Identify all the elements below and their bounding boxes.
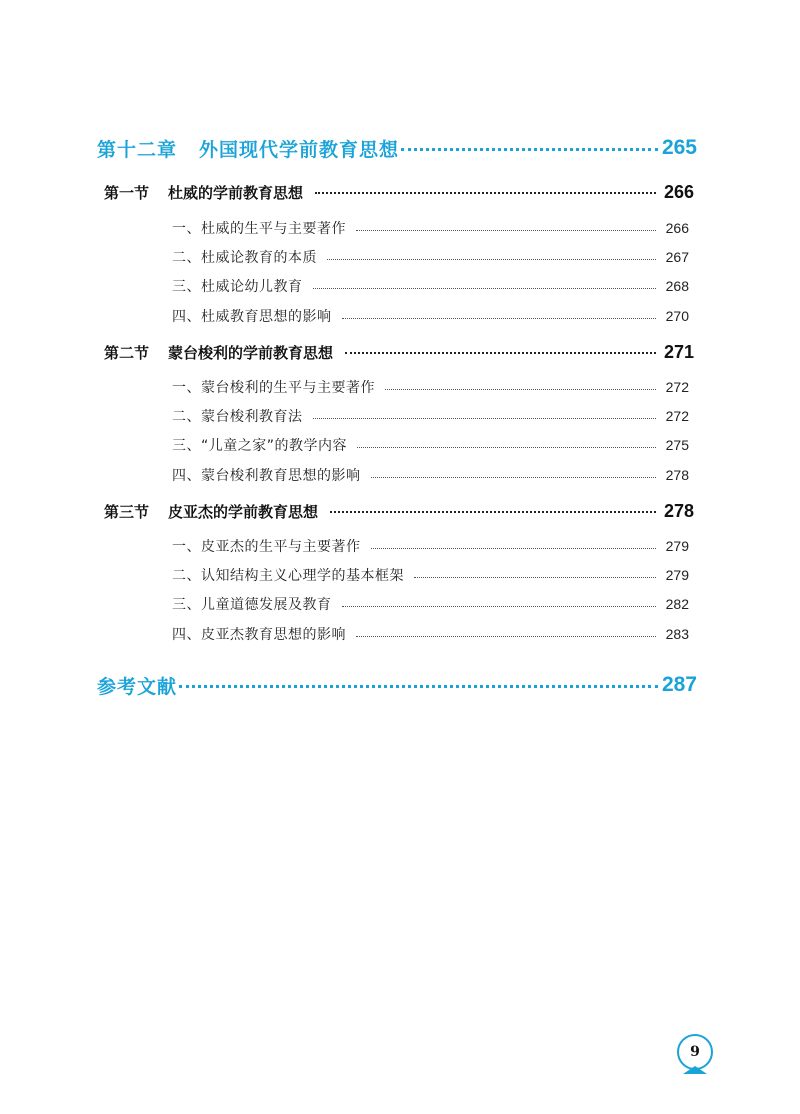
toc-item[interactable] (172, 434, 689, 456)
toc-item-page-number: 282 (665, 596, 689, 612)
chapter-page-number: 265 (661, 136, 697, 159)
toc-item-page-number: 279 (665, 567, 689, 583)
toc-item[interactable] (172, 275, 689, 297)
section-leader-dots (330, 511, 656, 513)
toc-item-label: 二、认知结构主义心理学的基本框架 (172, 568, 404, 584)
section-page-number: 266 (663, 181, 694, 202)
toc-item-page-number: 275 (665, 437, 689, 453)
section-label (104, 182, 303, 203)
toc-item[interactable] (172, 305, 689, 327)
toc-item[interactable] (172, 464, 689, 486)
section-leader-dots (315, 192, 656, 194)
toc-item-leader-dots (327, 259, 656, 260)
section-leader-dots (345, 352, 656, 354)
toc-item-leader-dots (313, 288, 656, 289)
section-title: 蒙台梭利的学前教育思想 (168, 343, 334, 362)
references-entry[interactable] (97, 669, 697, 701)
section-label (104, 501, 318, 522)
toc-item-label: 二、蒙台梭利教育法 (172, 409, 303, 425)
toc-item-label: 四、皮亚杰教育思想的影响 (172, 627, 346, 643)
section-entry[interactable] (104, 179, 694, 205)
section-title: 皮亚杰的学前教育思想 (168, 502, 319, 521)
toc-item-leader-dots (356, 636, 656, 637)
toc-item-label: 一、杜威的生平与主要著作 (172, 221, 346, 237)
toc-item-page-number: 266 (665, 220, 689, 236)
toc-item-label: 三、“儿童之家”的教学内容 (172, 438, 348, 454)
toc-item-page-number: 279 (665, 538, 689, 554)
toc-item-page-number: 272 (665, 379, 689, 395)
toc-item[interactable] (172, 246, 689, 268)
toc-item-leader-dots (313, 418, 656, 419)
toc-item-leader-dots (356, 230, 656, 231)
toc-item-leader-dots (385, 389, 656, 390)
references-page-number: 287 (661, 673, 697, 696)
section-number: 第二节 (104, 343, 150, 362)
toc-item-page-number: 278 (665, 467, 689, 483)
toc-item-label: 二、杜威论教育的本质 (172, 250, 317, 266)
toc-item-page-number: 267 (665, 249, 689, 265)
chapter-number: 第十二章 (97, 138, 178, 161)
toc-item-label: 四、杜威教育思想的影响 (172, 309, 332, 325)
toc-item-page-number: 270 (665, 308, 689, 324)
section-label (104, 342, 333, 363)
toc-item[interactable] (172, 535, 689, 557)
toc-item-label: 一、蒙台梭利的生平与主要著作 (172, 380, 375, 396)
toc-item[interactable] (172, 217, 689, 239)
section-number: 第一节 (104, 183, 150, 202)
toc-item-page-number: 268 (665, 278, 689, 294)
toc-item-label: 四、蒙台梭利教育思想的影响 (172, 468, 361, 484)
section-entry[interactable] (104, 498, 694, 524)
toc-item[interactable] (172, 623, 689, 645)
toc-item-leader-dots (371, 477, 656, 478)
references-leader-dots (179, 685, 658, 688)
section-entry[interactable] (104, 339, 694, 365)
toc-item[interactable] (172, 405, 689, 427)
chapter-title: 外国现代学前教育思想 (199, 138, 400, 161)
toc-item[interactable] (172, 564, 689, 586)
page-number-badge (677, 1034, 713, 1070)
section-page-number: 271 (663, 341, 694, 362)
toc-item-leader-dots (414, 577, 656, 578)
toc-item-leader-dots (371, 548, 656, 549)
toc-item-label: 一、皮亚杰的生平与主要著作 (172, 539, 361, 555)
toc-item[interactable] (172, 376, 689, 398)
chapter-leader-dots (401, 148, 658, 151)
toc-item-leader-dots (342, 606, 656, 607)
toc-item-page-number: 283 (665, 626, 689, 642)
toc-item-label: 三、儿童道德发展及教育 (172, 597, 332, 613)
section-page-number: 278 (663, 500, 694, 521)
section-number: 第三节 (104, 502, 150, 521)
page-number: 9 (690, 1044, 700, 1060)
references-title: 参考文献 (97, 675, 178, 698)
toc-item-label: 三、杜威论幼儿教育 (172, 279, 303, 295)
page-badge-tab (683, 1066, 707, 1074)
toc-item[interactable] (172, 593, 689, 615)
toc-item-page-number: 272 (665, 408, 689, 424)
chapter-label (97, 135, 399, 162)
toc-item-leader-dots (357, 447, 656, 448)
section-title: 杜威的学前教育思想 (168, 183, 304, 202)
chapter-entry[interactable] (97, 132, 697, 164)
toc-item-leader-dots (342, 318, 656, 319)
